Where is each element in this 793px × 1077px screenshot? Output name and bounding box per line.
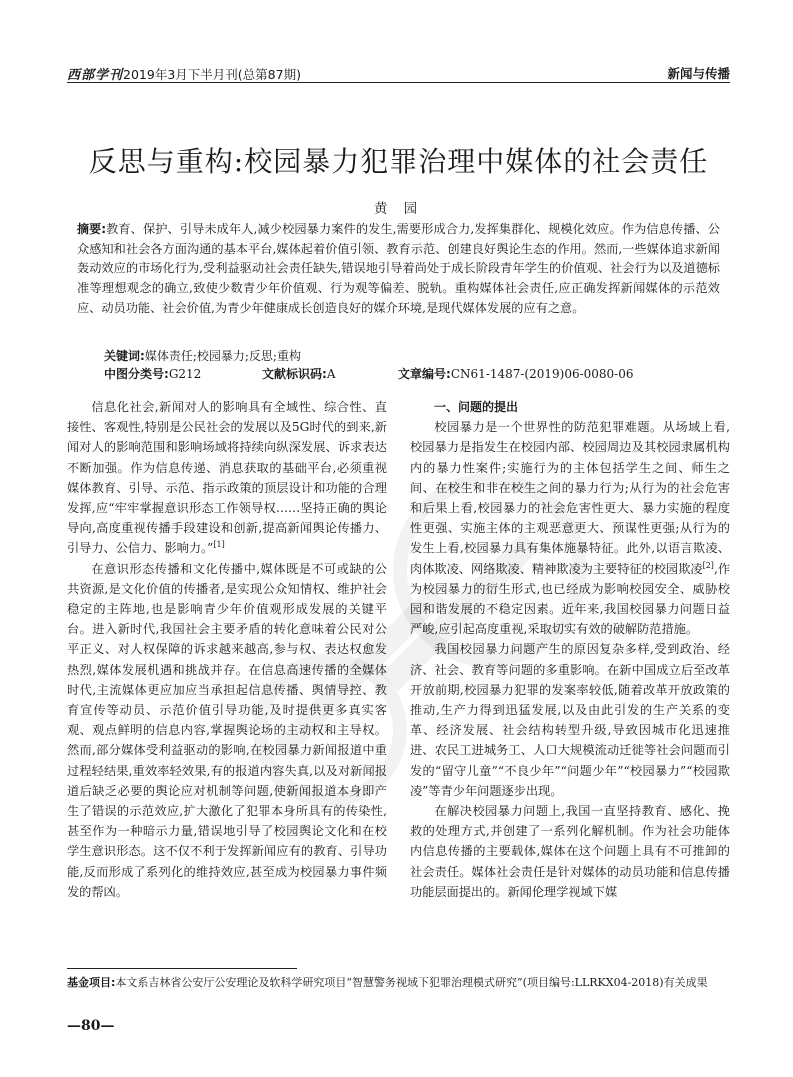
clc-value: G212 [168,367,202,381]
paragraph [410,417,730,639]
article-no-value: CN61-1487-(2019)06-0080-06 [450,367,634,381]
keywords-label: 关键词: [104,349,145,363]
clc-number [104,365,201,382]
paragraph: 我国校园暴力问题产生的原因复杂多样,受到政治、经济、社会、教育等问题的多重影响。在新中国成立后至改革开放前期,校园暴力犯罪的发案率较低,随着改革开放政策的推动,生产力得到迅猛发展,以及由此引发的生产关系的变革、经济发展、社会结构转型升级,导致因城市化迅速推进、农民工进城务工、人口大规模流动迁徙等社会问题而引发的“留守儿童”“不良少年”“问题少年”“校园暴力”“校园欺凌”等青少年问题逐步出现。 [410,642,730,798]
document-code [262,365,335,382]
citation-ref: [2] [702,560,714,570]
citation-ref: [1] [213,540,225,550]
journal-issue: 2019年3月下半月刊(总第87期) [123,67,301,82]
footnote [67,975,730,990]
keywords-text: 媒体责任;校园暴力;反思;重构 [144,349,301,363]
paragraph-text: 信息化社会,新闻对人的影响具有全域性、综合性、直接性、客观性,特别是公民社会的发展以及5G时代的到来,新闻对人的影响范围和影响场域将持续向纵深发展、诉求表达不断加强。作为信息传递、消息获取的基础平台,必须重视媒体教育、引导、示范、指示政策的顶层设计和功能的合理发挥,应“牢牢掌握意识形态工作领导权……坚持正确的舆论导向,高度重视传播手段建设和创新,提高新闻舆论传播力、引导力、公信力、影响力。” [67,400,387,556]
journal-info [67,64,301,83]
abstract-label: 摘要: [77,222,106,236]
doc-code-value: A [326,367,336,381]
page-number: —80— [67,1018,115,1034]
abstract-text: 教育、保护、引导未成年人,减少校园暴力案件的发生,需要形成合力,发挥集群化、规模化效应。作为信息传播、公众感知和社会各方面沟通的基本平台,媒体起着价值引领、教育示范、创建良好舆论生态的作用。然而,一些媒体追求新闻轰动效应的市场化行为,受利益驱动社会责任缺失,错误地引导着尚处于成长阶段青年学生的价值观、社会行为以及道德标准等理想观念的确立,致使少数青少年价值观、行为观等偏差、脱轨。重构媒体社会责任,应正确发挥新闻媒体的示范效应、动员功能、社会价值,为青少年健康成长创造良好的媒介环境,是现代媒体发展的应有之意。 [77,222,720,315]
author-name: 黄 园 [373,201,424,217]
article-number [398,365,634,382]
abstract [77,220,720,319]
footnote-label: 基金项目: [67,976,116,989]
keywords [104,347,301,364]
clc-label: 中图分类号: [104,367,169,381]
article-title: 反思与重构:校园暴力犯罪治理中媒体的社会责任 [88,145,709,178]
paragraph: 在解决校园暴力问题上,我国一直坚持教育、感化、挽救的处理方式,并创建了一系列化解机制。作为社会功能体内信息传播的主要载体,媒体在这个问题上具有不可推卸的社会责任。媒体社会责任是针对媒体的动员功能和信息传播功能层面提出的。新闻伦理学视域下媒 [410,804,730,899]
running-header [67,62,730,82]
footnote-text: 本文系吉林省公安厅公安理论及软科学研究项目“智慧警务视域下犯罪治理模式研究”(项目编号:LLRKX04-2018)有关成果 [115,976,708,989]
header-rule [67,82,730,83]
paragraph-text: ,作为校园暴力的衍生形式,也已经成为影响校园安全、威胁校园和谐发展的不稳定因素。近年来,我国校园暴力问题日益严峻,应引起高度重视,采取切实有效的破解防范措施。 [410,561,731,637]
section-heading: 一、问题的提出 [434,400,519,414]
footnote-rule [67,968,297,969]
classification-row [104,365,664,383]
paragraph: 在意识形态传播和文化传播中,媒体既是不可或缺的公共资源,是文化价值的传播者,是实现公众知情权、维护社会稳定的主阵地,也是影响青少年价值观形成发展的关键平台。进入新时代,我国社会主要矛盾的转化意味着公民对公平正义、对人权保障的诉求越来越高,参与权、表达权愈发热烈,媒体发展机遇和挑战并存。在信息高速传播的全媒体时代,主流媒体更应加应当承担起信息传播、舆情导控、教育宣传等动员、示范价值引导功能,及时提供更多真实客观、观点鲜明的信息内容,掌握舆论场的主动权和主导权。然而,部分媒体受利益驱动的影响,在校园暴力新闻报道中重过程轻结果,重效率轻效果,有的报道内容失真,以及对新闻报道后缺乏必要的舆论应对机制等问题,使新闻报道本身即产生了错误的示范效应,扩大激化了犯罪本身所具有的传染性,甚至作为一种暗示力量,错误地引导了校园舆论文化和在校学生意识形态。这不仅不利于发挥新闻应有的教育、引导功能,反而形成了系列化的维持效应,甚至成为校园暴力事件频发的帮凶。 [67,561,387,899]
article-no-label: 文章编号: [398,367,451,381]
doc-code-label: 文献标识码: [262,367,327,381]
paragraph-text: 校园暴力是一个世界性的防范犯罪难题。从场域上看,校园暴力是指发生在校园内部、校园周边及其校园隶属机构内的暴力性案件;实施行为的主体包括学生之间、师生之间、在校生和非在校生之间的暴力行为;从行为的社会危害和后果上看,校园暴力的社会危害性更大、暴力实施的程度性更强、实施主体的主观恶意更大、预谋性更强;从行为的发生上看,校园暴力具有集体施暴特征。此外,以语言欺凌、肉体欺凌、网络欺凌、精神欺凌为主要特征的校园欺凌 [410,420,730,576]
column-name: 新闻与传播 [667,66,730,81]
body-left-column [67,397,387,902]
body-right-column [410,397,730,902]
journal-logo: 西部学刊 [67,68,124,83]
paragraph [67,397,387,559]
